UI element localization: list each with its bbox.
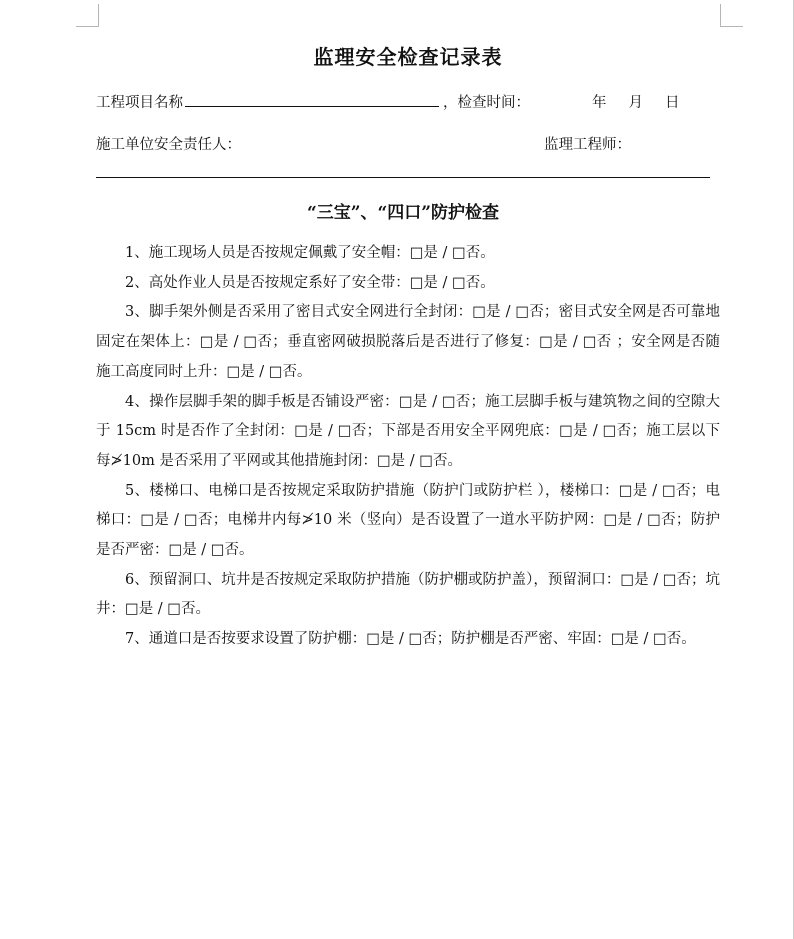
check-time-label: ，检查时间： [443,95,530,111]
engineer-label: 监理工程师： [544,137,631,153]
checklist-item: 1、施工现场人员是否按规定佩戴了安全帽：□是 / □否。 [125,245,495,261]
project-info-row [96,91,680,112]
checklist-item: 3、脚手架外侧是否采用了密目式安全网进行全封闭：□是 / □否；密目式安全网是否可靠地固定在架体上：□是 / □否；垂直密网破损脱落后是否进行了修复：□是 / □否 ；安全网是否随施工高度同时上升：□是 / □否。 [96,304,720,380]
year-label: 年 [592,95,607,111]
crop-mark-top-right [720,4,743,27]
checklist-item: 5、楼梯口、电梯口是否按规定采取防护措施（防护门或防护栏 ），楼梯口：□是 / □否；电梯口：□是 / □否；电梯井内每≯10 米（竖向）是否设置了一道水平防护网：□是 / □否；防护是否严密：□是 / □否。 [96,482,720,559]
checklist-item: 7、通道口是否按要求设置了防护棚：□是 / □否；防护棚是否严密、牢固：□是 / □否。 [125,631,696,648]
date-fields [570,95,680,111]
checklist-item: 6、预留洞口、坑井是否按规定采取防护措施（防护棚或防护盖），预留洞口：□是 / □否；坑井：□是 / □否。 [96,571,720,618]
checklist [96,239,720,655]
project-name-field[interactable] [185,91,439,107]
project-name-label: 工程项目名称 [96,95,183,111]
crop-mark-top-left [76,4,99,27]
month-label: 月 [628,95,643,111]
header-divider [96,177,710,178]
section-title: “三宝”、“四口”防护检查 [306,203,500,223]
day-label: 日 [665,95,680,111]
construction-responsible-label: 施工单位安全责任人： [96,137,241,153]
document-page [96,40,720,648]
document-title: 监理安全检查记录表 [313,45,503,69]
checklist-item: 2、高处作业人员是否按规定系好了安全带：□是 / □否。 [125,274,495,291]
checklist-item: 4、操作层脚手架的脚手板是否铺设严密：□是 / □否；施工层脚手板与建筑物之间的空隙大于 15cm 时是否作了全封闭：□是 / □否；下部是否用安全平网兜底：□是 / □否；施工层以下每≯10m 是否采用了平网或其他措施封闭：□是 / □否。 [96,393,720,469]
